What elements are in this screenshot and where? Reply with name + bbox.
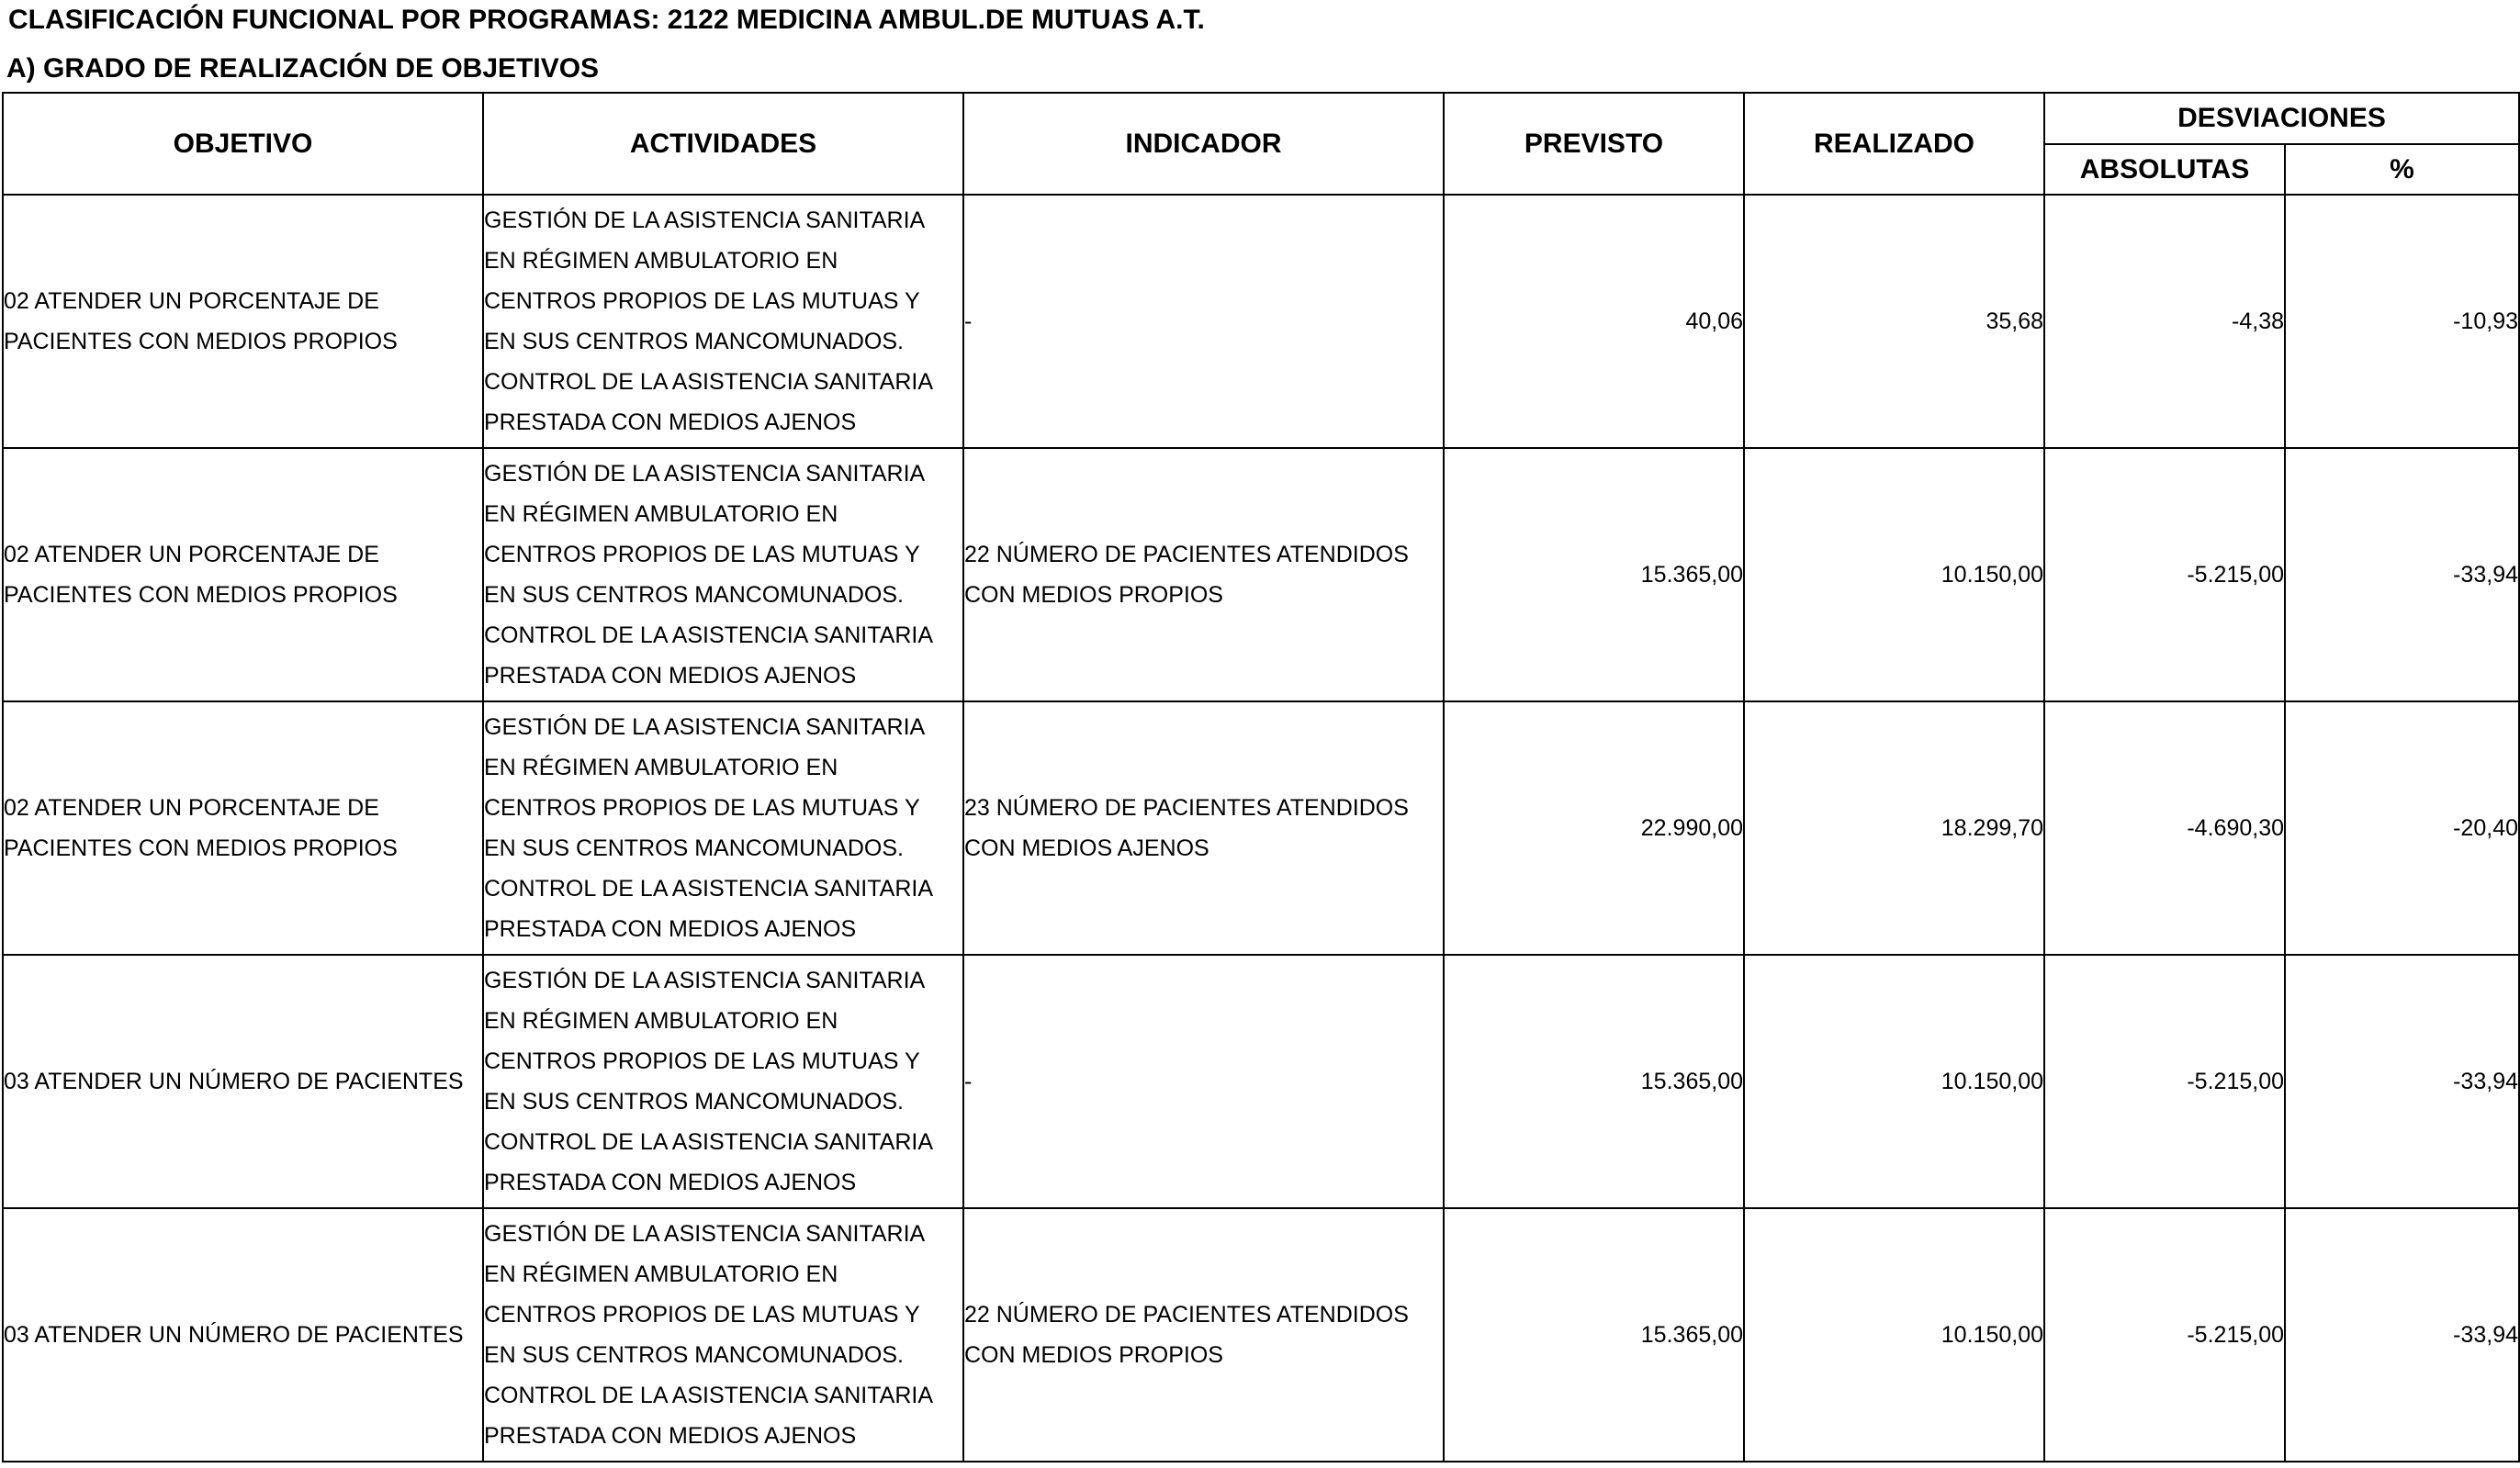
- table-row: [3, 195, 2519, 448]
- header-previsto: PREVISTO: [1444, 93, 1744, 195]
- objectives-table: [2, 92, 2520, 1462]
- cell-indicador: [963, 1208, 1444, 1462]
- cell-line: CON MEDIOS PROPIOS: [964, 582, 1223, 608]
- cell-previsto: 22.990,00: [1444, 701, 1744, 955]
- cell-indicador: [963, 448, 1444, 701]
- cell-line: 23 NÚMERO DE PACIENTES ATENDIDOS: [964, 795, 1409, 821]
- cell-porcentaje: -10,93: [2285, 195, 2519, 448]
- cell-line: EN RÉGIMEN AMBULATORIO EN: [484, 501, 838, 527]
- cell-absolutas: -5.215,00: [2044, 1208, 2285, 1462]
- cell-line: 02 ATENDER UN PORCENTAJE DE: [4, 542, 379, 567]
- cell-line: 22 NÚMERO DE PACIENTES ATENDIDOS: [964, 1302, 1409, 1328]
- header-row: [3, 93, 2519, 144]
- cell-absolutas: -4,38: [2044, 195, 2285, 448]
- cell-line: GESTIÓN DE LA ASISTENCIA SANITARIA: [484, 207, 926, 233]
- cell-line: CONTROL DE LA ASISTENCIA SANITARIA: [484, 622, 934, 648]
- cell-realizado: 35,68: [1744, 195, 2044, 448]
- header-actividades: ACTIVIDADES: [483, 93, 963, 195]
- cell-line: -: [964, 1069, 973, 1094]
- cell-actividades: [483, 955, 963, 1208]
- cell-objetivo: [3, 955, 483, 1208]
- cell-line: EN RÉGIMEN AMBULATORIO EN: [484, 1008, 838, 1034]
- header-realizado: REALIZADO: [1744, 93, 2044, 195]
- cell-porcentaje: -33,94: [2285, 448, 2519, 701]
- cell-line: CENTROS PROPIOS DE LAS MUTUAS Y: [484, 542, 920, 567]
- cell-line: PRESTADA CON MEDIOS AJENOS: [484, 409, 857, 435]
- header-desviaciones: DESVIACIONES: [2044, 93, 2519, 144]
- cell-actividades: [483, 701, 963, 955]
- table-header: [3, 93, 2519, 195]
- cell-line: -: [964, 308, 973, 334]
- cell-porcentaje: -33,94: [2285, 955, 2519, 1208]
- table-body: [3, 195, 2519, 1462]
- cell-line: PRESTADA CON MEDIOS AJENOS: [484, 1423, 857, 1449]
- cell-line: CON MEDIOS PROPIOS: [964, 1342, 1223, 1368]
- cell-absolutas: -4.690,30: [2044, 701, 2285, 955]
- cell-line: CENTROS PROPIOS DE LAS MUTUAS Y: [484, 1302, 920, 1328]
- cell-indicador: [963, 701, 1444, 955]
- cell-line: GESTIÓN DE LA ASISTENCIA SANITARIA: [484, 714, 926, 740]
- cell-line: EN RÉGIMEN AMBULATORIO EN: [484, 755, 838, 780]
- cell-previsto: 40,06: [1444, 195, 1744, 448]
- table-row: [3, 1208, 2519, 1462]
- cell-objetivo: [3, 1208, 483, 1462]
- cell-realizado: 10.150,00: [1744, 1208, 2044, 1462]
- cell-line: CONTROL DE LA ASISTENCIA SANITARIA: [484, 1383, 934, 1408]
- header-porcentaje: %: [2285, 144, 2519, 195]
- cell-line: 03 ATENDER UN NÚMERO DE PACIENTES: [4, 1069, 464, 1094]
- cell-line: EN RÉGIMEN AMBULATORIO EN: [484, 248, 838, 274]
- cell-indicador: [963, 195, 1444, 448]
- cell-line: GESTIÓN DE LA ASISTENCIA SANITARIA: [484, 1221, 926, 1247]
- cell-line: 22 NÚMERO DE PACIENTES ATENDIDOS: [964, 542, 1409, 567]
- table-row: [3, 955, 2519, 1208]
- cell-realizado: 18.299,70: [1744, 701, 2044, 955]
- cell-line: EN RÉGIMEN AMBULATORIO EN: [484, 1261, 838, 1287]
- cell-line: 02 ATENDER UN PORCENTAJE DE: [4, 288, 379, 314]
- cell-line: GESTIÓN DE LA ASISTENCIA SANITARIA: [484, 461, 926, 487]
- cell-porcentaje: -33,94: [2285, 1208, 2519, 1462]
- cell-porcentaje: -20,40: [2285, 701, 2519, 955]
- cell-absolutas: -5.215,00: [2044, 448, 2285, 701]
- cell-line: CONTROL DE LA ASISTENCIA SANITARIA: [484, 369, 934, 395]
- cell-actividades: [483, 195, 963, 448]
- page-title: CLASIFICACIÓN FUNCIONAL POR PROGRAMAS: 2122 MEDICINA AMBUL.DE MUTUAS A.T.: [8, 5, 1205, 35]
- cell-line: CENTROS PROPIOS DE LAS MUTUAS Y: [484, 288, 920, 314]
- cell-previsto: 15.365,00: [1444, 955, 1744, 1208]
- table-row: [3, 701, 2519, 955]
- cell-line: 03 ATENDER UN NÚMERO DE PACIENTES: [4, 1322, 464, 1348]
- cell-line: CENTROS PROPIOS DE LAS MUTUAS Y: [484, 1048, 920, 1074]
- cell-line: PACIENTES CON MEDIOS PROPIOS: [4, 582, 398, 608]
- header-absolutas: ABSOLUTAS: [2044, 144, 2285, 195]
- cell-line: CON MEDIOS AJENOS: [964, 835, 1209, 861]
- cell-line: 02 ATENDER UN PORCENTAJE DE: [4, 795, 379, 821]
- header-objetivo: OBJETIVO: [3, 93, 483, 195]
- cell-line: EN SUS CENTROS MANCOMUNADOS.: [484, 835, 904, 861]
- cell-previsto: 15.365,00: [1444, 1208, 1744, 1462]
- cell-actividades: [483, 1208, 963, 1462]
- cell-previsto: 15.365,00: [1444, 448, 1744, 701]
- cell-line: PRESTADA CON MEDIOS AJENOS: [484, 663, 857, 689]
- cell-indicador: [963, 955, 1444, 1208]
- cell-objetivo: [3, 195, 483, 448]
- cell-realizado: 10.150,00: [1744, 448, 2044, 701]
- table-row: [3, 448, 2519, 701]
- cell-line: GESTIÓN DE LA ASISTENCIA SANITARIA: [484, 968, 926, 993]
- cell-absolutas: -5.215,00: [2044, 955, 2285, 1208]
- cell-actividades: [483, 448, 963, 701]
- cell-objetivo: [3, 701, 483, 955]
- cell-realizado: 10.150,00: [1744, 955, 2044, 1208]
- cell-objetivo: [3, 448, 483, 701]
- cell-line: EN SUS CENTROS MANCOMUNADOS.: [484, 582, 904, 608]
- cell-line: EN SUS CENTROS MANCOMUNADOS.: [484, 329, 904, 354]
- cell-line: EN SUS CENTROS MANCOMUNADOS.: [484, 1342, 904, 1368]
- cell-line: EN SUS CENTROS MANCOMUNADOS.: [484, 1089, 904, 1115]
- header-indicador: INDICADOR: [963, 93, 1444, 195]
- cell-line: CENTROS PROPIOS DE LAS MUTUAS Y: [484, 795, 920, 821]
- cell-line: PRESTADA CON MEDIOS AJENOS: [484, 916, 857, 942]
- section-title: A) GRADO DE REALIZACIÓN DE OBJETIVOS: [6, 53, 600, 84]
- cell-line: CONTROL DE LA ASISTENCIA SANITARIA: [484, 876, 934, 902]
- cell-line: PRESTADA CON MEDIOS AJENOS: [484, 1170, 857, 1195]
- cell-line: CONTROL DE LA ASISTENCIA SANITARIA: [484, 1129, 934, 1155]
- cell-line: PACIENTES CON MEDIOS PROPIOS: [4, 329, 398, 354]
- cell-line: PACIENTES CON MEDIOS PROPIOS: [4, 835, 398, 861]
